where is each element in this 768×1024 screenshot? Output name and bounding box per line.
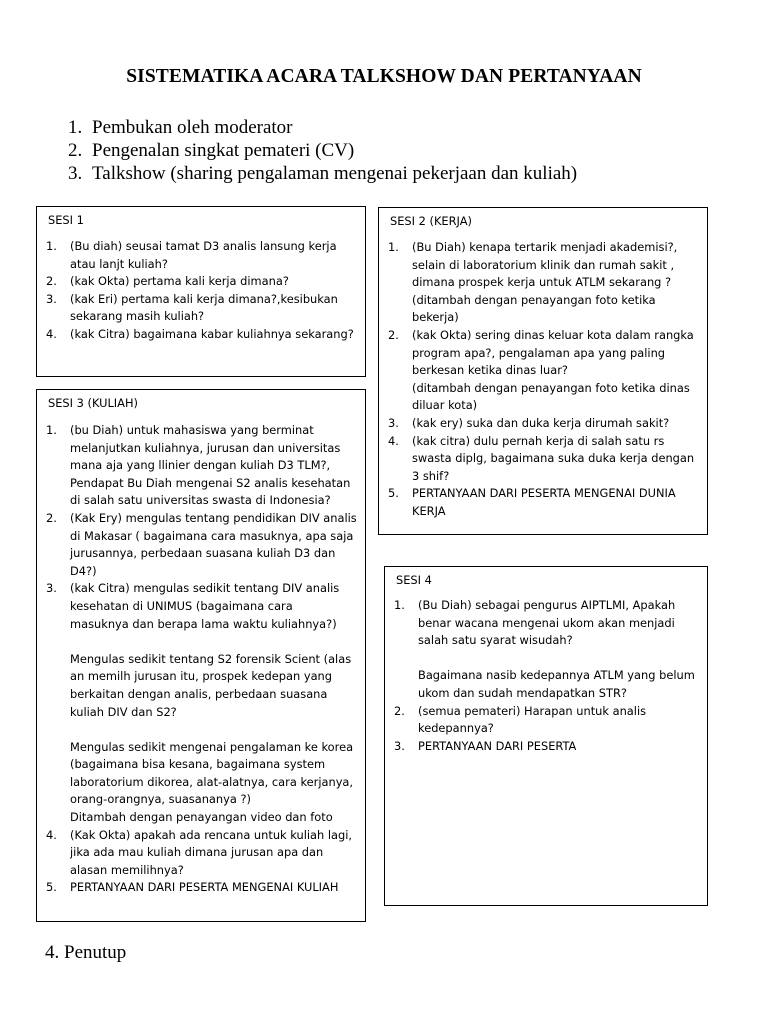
item-number: 5.	[46, 880, 57, 895]
agenda-text: Pembukan oleh moderator	[92, 117, 293, 138]
item-text: (Bu Diah) sebagai pengurus AIPTLMI, Apakah benar wacana mengenai ukom akan menjadi salah satu syarat wisudah? Bagaimana nasib kedepannya ATLM yang belum ukom dan sudah mendapatkan STR?	[418, 598, 695, 700]
item-text: (semua pemateri) Harapan untuk analis kedepannya?	[418, 703, 647, 736]
list-item	[388, 415, 701, 433]
item-text: (kak Okta) sering dinas keluar kota dalam rangka program apa?, pengalaman apa yang paling berkesan ketika dinas luar? (ditambah dengan penayangan foto ketika dinas diluar kota)	[412, 327, 694, 413]
item-number: 2.	[394, 703, 405, 718]
list-item	[388, 485, 701, 520]
list-item	[46, 238, 359, 273]
agenda-item	[68, 162, 577, 185]
list-item	[46, 273, 359, 291]
session-3-box	[36, 389, 366, 922]
item-number: 1.	[394, 598, 405, 612]
item-number: 1.	[46, 239, 57, 253]
item-number: 5.	[388, 486, 399, 501]
session-3-list	[46, 422, 359, 897]
list-item	[46, 326, 359, 344]
session-4-list	[394, 597, 701, 755]
item-number: 4.	[388, 433, 399, 448]
item-text: (Kak Ery) mengulas tentang pendidikan DIV analis di Makasar ( bagaimana cara masuknya, apa saja jurusannya, perbedaan suasana kuliah D3 dan D4?)	[70, 510, 357, 578]
session-2-list	[388, 239, 701, 521]
list-item	[46, 827, 359, 880]
list-item	[46, 879, 359, 897]
session-1-heading: SESI 1	[48, 213, 84, 227]
list-item	[388, 239, 701, 327]
session-3-heading: SESI 3 (KULIAH)	[48, 396, 138, 410]
agenda-item	[68, 116, 577, 139]
closing-item: 4. Penutup	[45, 942, 127, 963]
item-number: 3.	[46, 291, 57, 306]
agenda-number: 2.	[68, 140, 83, 161]
item-number: 1.	[388, 240, 399, 254]
item-text: (kak citra) dulu pernah kerja di salah satu rs swasta diplg, bagaimana suka duka kerja dengan 3 shif?	[412, 433, 695, 483]
list-item	[394, 597, 701, 703]
item-text: (Kak Okta) apakah ada rencana untuk kuliah lagi, jika ada mau kuliah dimana jurusan apa dan alasan memilihnya?	[70, 827, 353, 877]
item-text: (kak Okta) pertama kali kerja dimana?	[70, 274, 289, 289]
agenda-text: Pengenalan singkat pemateri (CV)	[92, 140, 355, 161]
item-text: (bu Diah) untuk mahasiswa yang berminat melanjutkan kuliahnya, jurusan dan universitas mana aja yang llinier dengan kuliah D3 TLM?, Pendapat Bu Diah mengenai S2 analis kesehatan di salah satu universitas swasta di Indonesia?	[70, 423, 351, 508]
item-text: (kak Eri) pertama kali kerja dimana?,kesibukan sekarang masih kuliah?	[70, 291, 338, 324]
item-text: PERTANYAAN DARI PESERTA MENGENAI DUNIA KERJA	[412, 486, 676, 518]
session-2-heading: SESI 2 (KERJA)	[390, 214, 472, 228]
agenda-number: 3.	[68, 163, 83, 184]
item-number: 2.	[46, 510, 57, 525]
session-1-box	[36, 206, 366, 377]
item-text: PERTANYAAN DARI PESERTA MENGENAI KULIAH	[70, 880, 339, 895]
session-2-box	[378, 207, 708, 535]
agenda-item	[68, 139, 577, 162]
item-text: (kak Citra) bagaimana kabar kuliahnya sekarang?	[70, 326, 354, 341]
list-item	[388, 433, 701, 486]
item-number: 3.	[46, 581, 57, 596]
agenda-list	[68, 116, 577, 185]
item-number: 2.	[388, 327, 399, 342]
list-item	[394, 738, 701, 756]
item-number: 3.	[394, 738, 405, 753]
list-item	[46, 422, 359, 510]
item-number: 4.	[46, 827, 57, 842]
session-1-list	[46, 238, 359, 344]
list-item	[46, 291, 359, 326]
list-item	[46, 510, 359, 580]
agenda-text: Talkshow (sharing pengalaman mengenai pekerjaan dan kuliah)	[92, 163, 578, 184]
list-item	[46, 580, 359, 826]
list-item	[388, 327, 701, 415]
item-text: (kak ery) suka dan duka kerja dirumah sakit?	[412, 415, 670, 430]
document-title: SISTEMATIKA ACARA TALKSHOW DAN PERTANYAAN	[126, 66, 642, 87]
item-number: 1.	[46, 423, 57, 437]
item-number: 4.	[46, 326, 57, 341]
list-item	[394, 703, 701, 738]
item-text: (Bu Diah) kenapa tertarik menjadi akademisi?, selain di laboratorium klinik dan rumah sakit , dimana prospek kerja untuk ATLM sekarang ? (ditambah dengan penayangan foto ketika bekerja)	[412, 240, 678, 325]
session-4-heading: SESI 4	[396, 573, 432, 587]
item-text: (kak Citra) mengulas sedikit tentang DIV analis kesehatan di UNIMUS (bagaimana cara masuknya dan berapa lama waktu kuliahnya?) Mengulas sedikit tentang S2 forensik Scient (alas an memilh jurusan itu, prospek kedepan yang berkaitan dengan analis, perbedaan suasana kuliah DIV dan S2? Mengulas sedikit mengenai pengalaman ke korea (bagaimana bisa kesana, bagaimana system laboratorium dikorea, alat-alatnya, cara kerjanya, orang-orangnya, suasananya ?) Ditambah dengan penayangan video dan foto	[70, 581, 354, 825]
session-4-box	[384, 566, 708, 906]
item-text: (Bu diah) seusai tamat D3 analis lansung kerja atau lanjt kuliah?	[70, 239, 337, 271]
item-number: 3.	[388, 415, 399, 430]
item-text: PERTANYAAN DARI PESERTA	[418, 738, 577, 753]
agenda-number: 1.	[68, 117, 83, 138]
item-number: 2.	[46, 274, 57, 289]
